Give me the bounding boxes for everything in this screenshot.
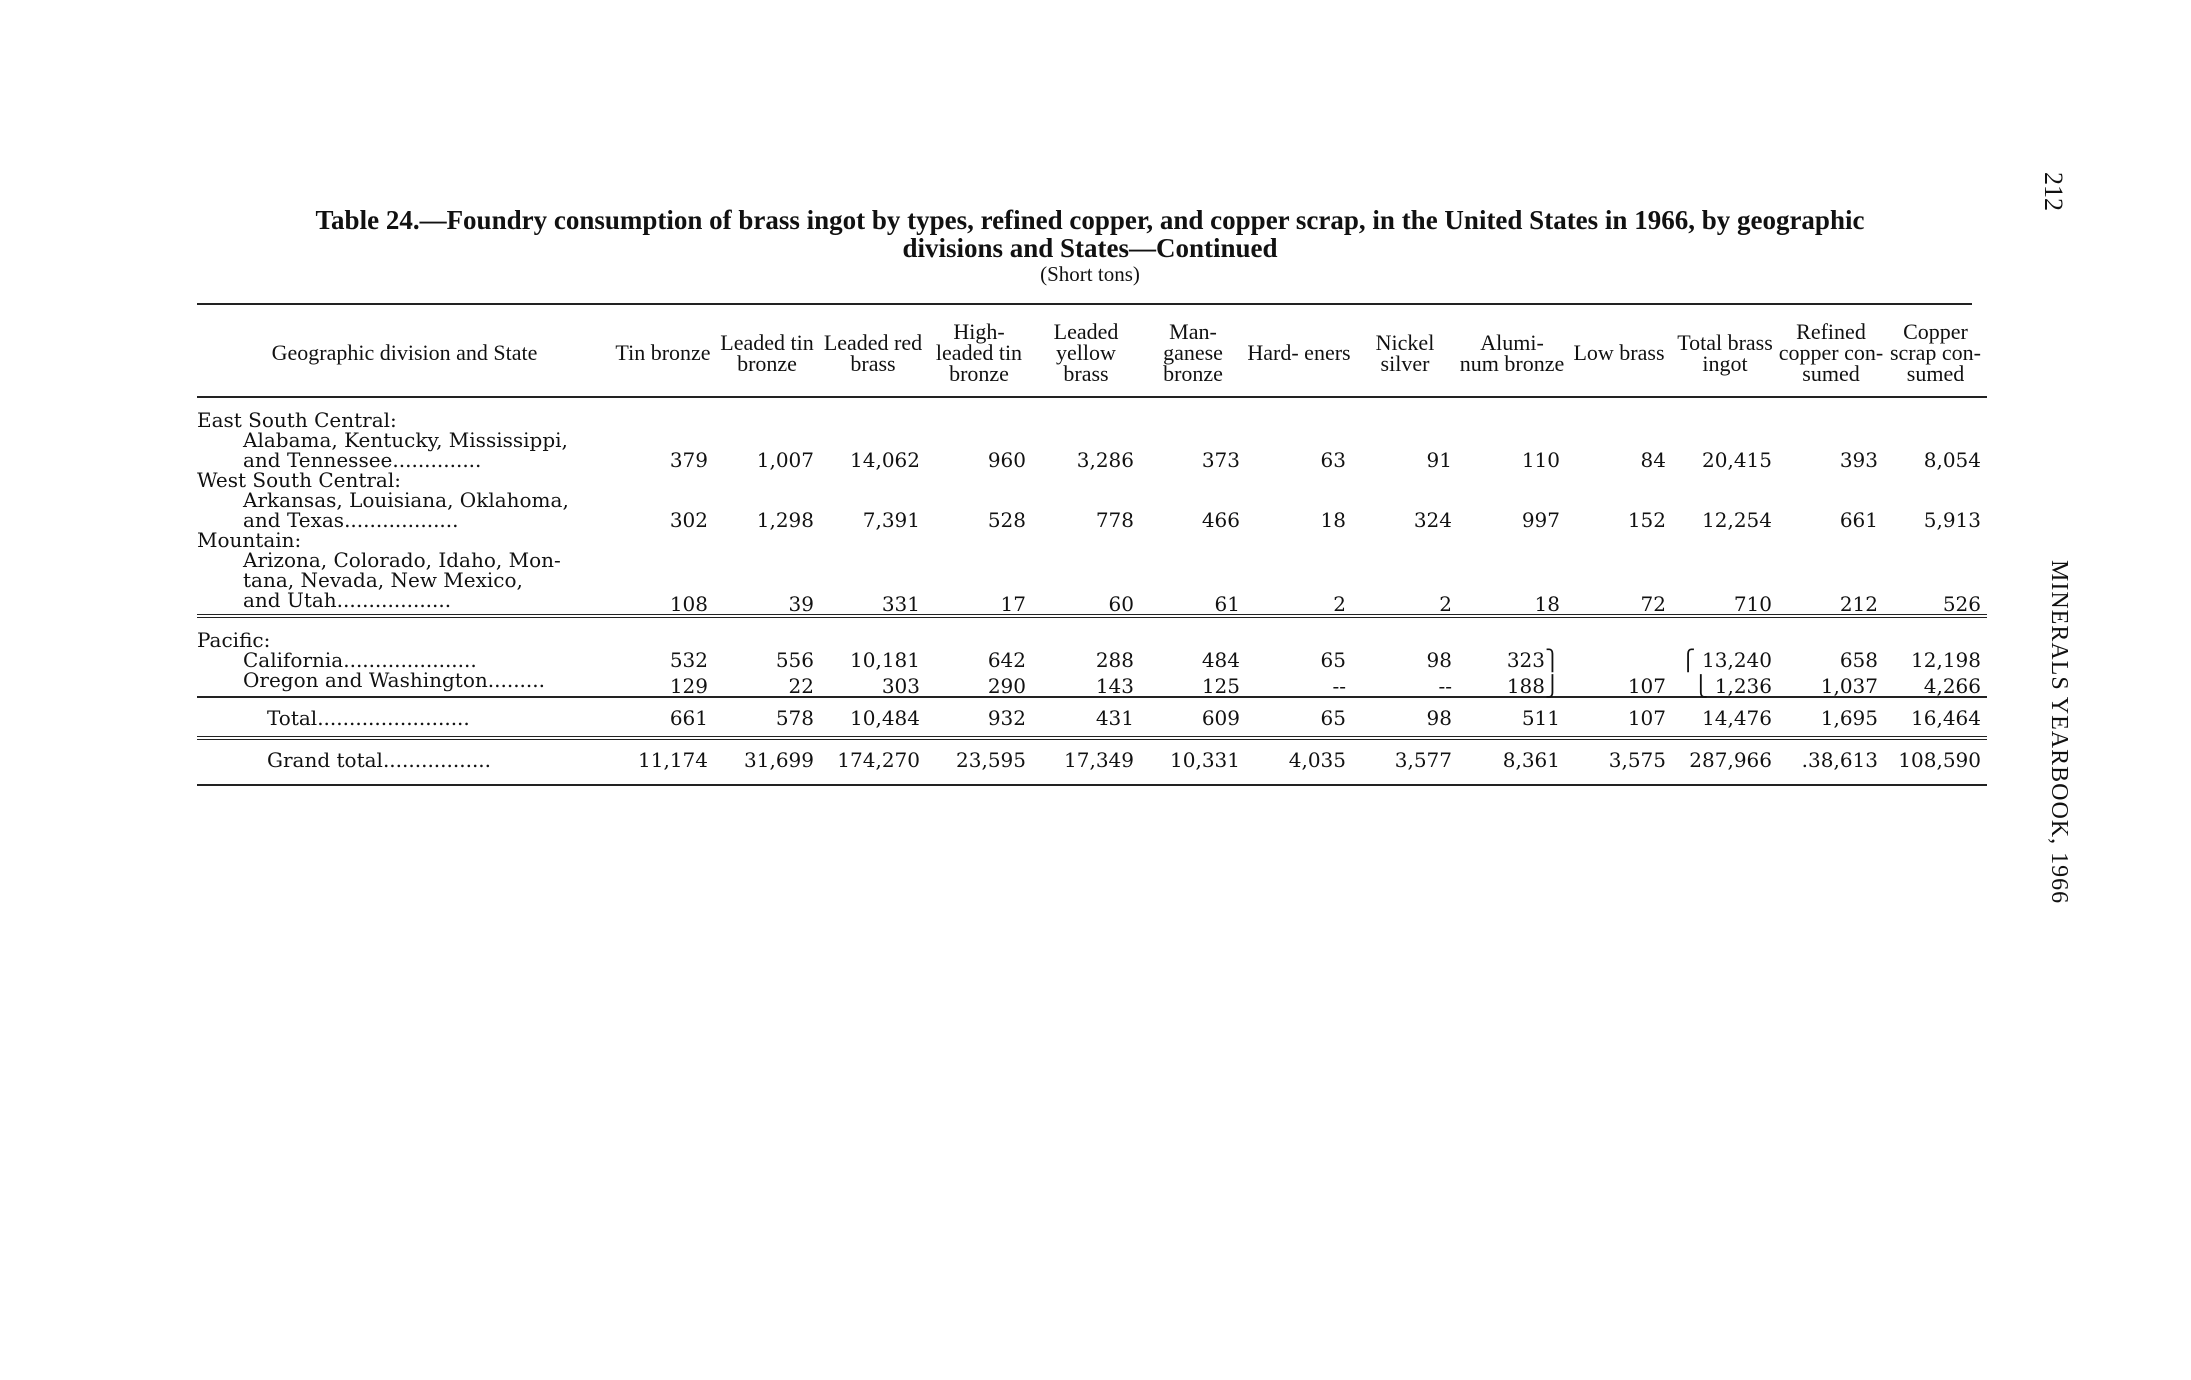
brace-right-icon: ⎭ xyxy=(1545,674,1560,698)
cell: 10,484 xyxy=(820,697,926,738)
cell: 22 xyxy=(788,674,814,698)
cell: 63 xyxy=(1320,448,1346,472)
table-row xyxy=(197,490,1987,510)
cell: 16,464 xyxy=(1884,697,1987,738)
cell: 932 xyxy=(926,697,1032,738)
col-header-geographic-division: Geographic division and State xyxy=(197,309,612,397)
col-header-low-brass: Low brass xyxy=(1566,309,1672,397)
cell: 23,595 xyxy=(926,738,1032,785)
cell: 526 xyxy=(1942,592,1981,616)
brace-right-icon: ⎫ xyxy=(1545,648,1560,672)
cell: 61 xyxy=(1214,592,1240,616)
cell: 290 xyxy=(987,674,1026,698)
top-rule xyxy=(197,303,1972,305)
cell: 8,054 xyxy=(1923,448,1981,472)
cell: 65 xyxy=(1246,697,1352,738)
table-title-continued: divisions and States—Continued xyxy=(902,233,1278,263)
col-header-aluminum-bronze: Alumi- num bronze xyxy=(1458,309,1566,397)
cell: 17 xyxy=(1000,592,1026,616)
row-label: Grand total xyxy=(267,748,383,772)
cell: 511 xyxy=(1458,697,1566,738)
cell: 2 xyxy=(1439,592,1452,616)
cell: 1,695 xyxy=(1778,697,1884,738)
section-heading: Pacific: xyxy=(197,628,271,652)
cell: 110 xyxy=(1521,448,1560,472)
table-row: California..................... 532 556 10,181 642 288 484 65 98 323⎫ ⎧ 13,240 658 12,198 xyxy=(197,650,1987,670)
cell: 997 xyxy=(1521,508,1560,532)
row-label: Total xyxy=(267,706,318,730)
cell: 1,037 xyxy=(1820,674,1878,698)
col-header-tin-bronze: Tin bronze xyxy=(612,309,714,397)
cell: 98 xyxy=(1352,697,1458,738)
cell: 4,266 xyxy=(1923,674,1981,698)
cell: 107 xyxy=(1566,697,1672,738)
row-label: Alabama, Kentucky, Mississippi, xyxy=(243,428,568,452)
cell: -- xyxy=(1332,674,1346,698)
table-units: (Short tons) xyxy=(1040,262,1140,286)
cell: 125 xyxy=(1201,674,1240,698)
cell: 960 xyxy=(987,448,1026,472)
cell: 188 xyxy=(1506,674,1545,698)
cell: 12,198 xyxy=(1911,648,1981,672)
cell: 661 xyxy=(1839,508,1878,532)
section-heading-row xyxy=(197,410,1987,430)
cell: 373 xyxy=(1201,448,1240,472)
table-row: Oregon and Washington......... 129 22 303 290 143 125 -- -- 188⎭ 107 ⎩ 1,236 1,037 4,266 xyxy=(197,670,1987,697)
row-label: tana, Nevada, New Mexico, xyxy=(243,568,523,592)
cell: 108,590 xyxy=(1884,738,1987,785)
cell: 3,286 xyxy=(1076,448,1134,472)
cell: 65 xyxy=(1320,648,1346,672)
col-header-high-leaded-tin-bronze: High- leaded tin bronze xyxy=(926,309,1032,397)
cell: 8,361 xyxy=(1458,738,1566,785)
cell: 3,575 xyxy=(1566,738,1672,785)
col-header-hardeners: Hard- eners xyxy=(1246,309,1352,397)
cell: 12,254 xyxy=(1702,508,1772,532)
table-row xyxy=(197,570,1987,590)
cell: 661 xyxy=(612,697,714,738)
table-row: and Utah.................. 108 39 331 17 60 61 2 2 18 72 710 212 526 xyxy=(197,590,1987,616)
cell: 528 xyxy=(987,508,1026,532)
cell: 431 xyxy=(1032,697,1140,738)
brace-left-icon: ⎧ xyxy=(1680,648,1703,672)
col-header-nickel-silver: Nickel silver xyxy=(1352,309,1458,397)
table-row xyxy=(197,550,1987,570)
section-heading-row xyxy=(197,630,1987,650)
col-header-manganese-bronze: Man- ganese bronze xyxy=(1140,309,1246,397)
cell: 484 xyxy=(1201,648,1240,672)
cell: .38,613 xyxy=(1778,738,1884,785)
cell: 609 xyxy=(1140,697,1246,738)
cell: 532 xyxy=(669,648,708,672)
col-header-total-brass-ingot: Total brass ingot xyxy=(1672,309,1778,397)
cell: 14,476 xyxy=(1672,697,1778,738)
cell: 91 xyxy=(1426,448,1452,472)
cell: 393 xyxy=(1839,448,1878,472)
cell: 13,240 xyxy=(1702,648,1772,672)
cell: 60 xyxy=(1108,592,1134,616)
cell: 84 xyxy=(1640,448,1666,472)
cell: 1,298 xyxy=(756,508,814,532)
cell: 324 xyxy=(1413,508,1452,532)
cell: 303 xyxy=(881,674,920,698)
cell: 31,699 xyxy=(714,738,820,785)
cell: 174,270 xyxy=(820,738,926,785)
col-header-refined-copper-consumed: Refined copper con- sumed xyxy=(1778,309,1884,397)
section-heading-row xyxy=(197,530,1987,550)
cell: 658 xyxy=(1839,648,1878,672)
cell: 212 xyxy=(1839,592,1878,616)
cell: 1,236 xyxy=(1714,674,1772,698)
cell: 778 xyxy=(1095,508,1134,532)
row-label: Arizona, Colorado, Idaho, Mon- xyxy=(243,548,561,572)
header-row xyxy=(197,309,1987,397)
cell: 107 xyxy=(1627,674,1666,698)
cell xyxy=(1566,650,1672,670)
running-head: MINERALS YEARBOOK, 1966 xyxy=(2046,560,2072,905)
row-label: Arkansas, Louisiana, Oklahoma, xyxy=(243,488,569,512)
cell: 18 xyxy=(1534,592,1560,616)
cell: -- xyxy=(1438,674,1452,698)
section-heading-row xyxy=(197,470,1987,490)
cell: 4,035 xyxy=(1246,738,1352,785)
cell: 556 xyxy=(775,648,814,672)
cell: 466 xyxy=(1201,508,1240,532)
cell: 710 xyxy=(1733,592,1772,616)
section-heading: Mountain: xyxy=(197,528,302,552)
cell: 5,913 xyxy=(1923,508,1981,532)
cell: 288 xyxy=(1095,648,1134,672)
row-label: Oregon and Washington xyxy=(243,668,488,692)
cell: 11,174 xyxy=(612,738,714,785)
section-heading: West South Central: xyxy=(197,468,401,492)
cell: 2 xyxy=(1333,592,1346,616)
cell: 152 xyxy=(1627,508,1666,532)
row-label: and Tennessee xyxy=(243,448,393,472)
cell: 14,062 xyxy=(850,448,920,472)
cell: 302 xyxy=(669,508,708,532)
cell: 98 xyxy=(1426,648,1452,672)
cell: 10,181 xyxy=(850,648,920,672)
cell: 143 xyxy=(1095,674,1134,698)
row-label: and Texas xyxy=(243,508,345,532)
cell: 72 xyxy=(1640,592,1666,616)
page-number: 212 xyxy=(2039,172,2068,211)
cell: 379 xyxy=(669,448,708,472)
total-row: Total........................ 661 578 10,484 932 431 609 65 98 511 107 14,476 1,695 16,464 xyxy=(197,697,1987,738)
cell: 7,391 xyxy=(862,508,920,532)
cell: 3,577 xyxy=(1352,738,1458,785)
brace-left-icon: ⎩ xyxy=(1693,674,1715,698)
cell: 331 xyxy=(881,592,920,616)
cell: 18 xyxy=(1320,508,1346,532)
table-title: Table 24.—Foundry consumption of brass ingot by types, refined copper, and copper scrap, in the United States in 1966, by geographic xyxy=(315,205,1865,235)
cell: 287,966 xyxy=(1672,738,1778,785)
cell: 129 xyxy=(669,674,708,698)
row-label: California xyxy=(243,648,344,672)
cell: 578 xyxy=(714,697,820,738)
row-label: and Utah xyxy=(243,588,337,612)
col-header-copper-scrap-consumed: Copper scrap con- sumed xyxy=(1884,309,1987,397)
col-header-leaded-red-brass: Leaded red brass xyxy=(820,309,926,397)
cell: 17,349 xyxy=(1032,738,1140,785)
table-row: and Texas.................. 302 1,298 7,391 528 778 466 18 324 997 152 12,254 661 5,913 xyxy=(197,510,1987,530)
table-row xyxy=(197,430,1987,450)
col-header-leaded-tin-bronze: Leaded tin bronze xyxy=(714,309,820,397)
section-heading: East South Central: xyxy=(197,408,397,432)
cell: 642 xyxy=(987,648,1026,672)
cell: 10,331 xyxy=(1140,738,1246,785)
cell: 323 xyxy=(1506,648,1545,672)
cell: 1,007 xyxy=(756,448,814,472)
table-title-block xyxy=(195,205,1985,287)
table-row: and Tennessee.............. 379 1,007 14,062 960 3,286 373 63 91 110 84 20,415 393 8,054 xyxy=(197,450,1987,470)
cell: 39 xyxy=(788,592,814,616)
col-header-leaded-yellow-brass: Leaded yellow brass xyxy=(1032,309,1140,397)
grand-total-row: Grand total................. 11,174 31,699 174,270 23,595 17,349 10,331 4,035 3,577 8,361 3,575 287,966 .38,613 108,590 xyxy=(197,738,1987,785)
cell: 108 xyxy=(669,592,708,616)
data-table xyxy=(197,309,1987,786)
cell: 20,415 xyxy=(1702,448,1772,472)
